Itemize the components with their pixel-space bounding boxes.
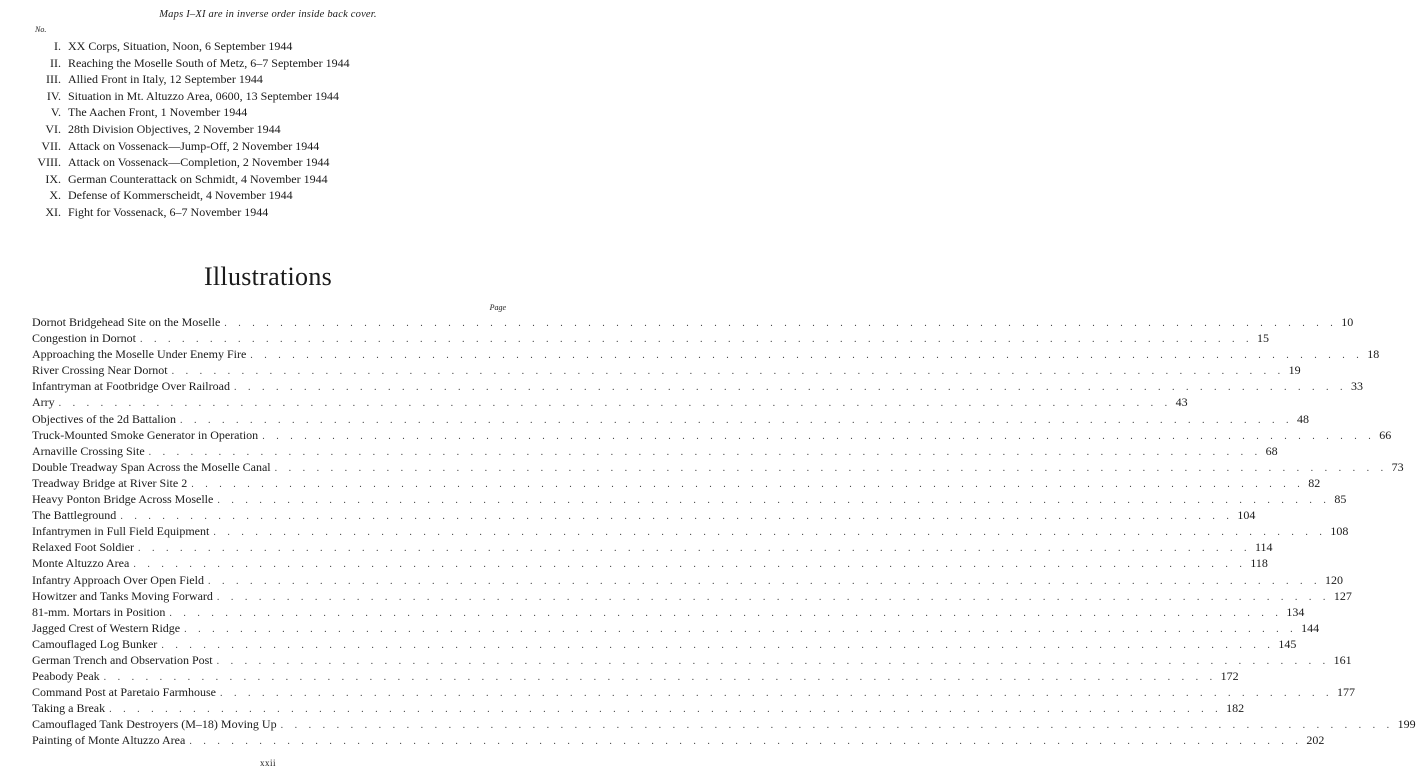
illustration-page-number: 48 — [1296, 411, 1309, 426]
illustration-list-item — [32, 636, 1297, 652]
illustration-title: Painting of Monte Altuzzo Area — [32, 733, 186, 748]
illustration-title: Approaching the Moselle Under Enemy Fire — [32, 347, 247, 362]
dot-leader: . . . . . . . . . . . . . . . . . . . . . . . . . . . . . . . . . . . . . . . . . . . . . . . . . . . . . . . . . . . . . . . . . . . . . . . . . . . . . . . . — [280, 720, 1394, 732]
illustration-title: Arry — [32, 395, 55, 410]
illustration-title: Jagged Crest of Western Ridge — [32, 620, 181, 635]
illustration-title: Peabody Peak — [32, 669, 100, 684]
illustration-list-item — [32, 394, 1188, 410]
dot-leader: . . . . . . . . . . . . . . . . . . . . . . . . . . . . . . . . . . . . . . . . . . . . . . . . . . . . . . . . . . . . . . . . . . . . . . . . . . . . . . . . — [161, 639, 1275, 651]
map-title: XX Corps, Situation, Noon, 6 September 1944 — [68, 39, 293, 53]
illustrations-heading: Illustrations — [203, 262, 333, 291]
map-list-item — [30, 121, 450, 138]
illustration-page-number: 127 — [1333, 588, 1352, 603]
dot-leader: . . . . . . . . . . . . . . . . . . . . . . . . . . . . . . . . . . . . . . . . . . . . . . . . . . . . . . . . . . . . . . . . . . . . . . . . . . . . . . . . — [191, 478, 1305, 490]
illustration-title: Double Treadway Span Across the Moselle Canal — [32, 459, 271, 474]
dot-leader: . . . . . . . . . . . . . . . . . . . . . . . . . . . . . . . . . . . . . . . . . . . . . . . . . . . . . . . . . . . . . . . . . . . . . . . . . . . . . . . . — [171, 366, 1285, 378]
illustration-list-item — [32, 620, 1320, 636]
map-list-item — [30, 138, 450, 155]
map-number: II. — [50, 55, 61, 70]
map-number: V. — [50, 105, 61, 120]
map-list-item — [30, 55, 450, 72]
illustration-list-item — [32, 330, 1269, 346]
illustration-title: Command Post at Paretaio Farmhouse — [32, 685, 216, 700]
map-number: VII. — [41, 138, 61, 153]
map-list-item — [30, 171, 450, 188]
illustration-list-item — [32, 475, 1321, 491]
map-list-item — [30, 71, 450, 88]
dot-leader: . . . . . . . . . . . . . . . . . . . . . . . . . . . . . . . . . . . . . . . . . . . . . . . . . . . . . . . . . . . . . . . . . . . . . . . . . . . . . . . . — [189, 736, 1303, 748]
illustration-title: Heavy Ponton Bridge Across Moselle — [32, 492, 214, 507]
illustration-page-number: 18 — [1367, 347, 1380, 362]
illustration-page-number: 108 — [1330, 524, 1349, 539]
maps-list — [30, 38, 450, 221]
dot-leader: . . . . . . . . . . . . . . . . . . . . . . . . . . . . . . . . . . . . . . . . . . . . . . . . . . . . . . . . . . . . . . . . . . . . . . . . . . . . . . . . — [109, 704, 1223, 716]
dot-leader: . . . . . . . . . . . . . . . . . . . . . . . . . . . . . . . . . . . . . . . . . . . . . . . . . . . . . . . . . . . . . . . . . . . . . . . . . . . . . . . . — [148, 446, 1262, 458]
maps-number-column-label: No. — [35, 25, 47, 34]
illustration-list-item — [32, 700, 1245, 716]
illustration-page-number: 144 — [1301, 620, 1320, 635]
illustration-list-item — [32, 572, 1343, 588]
map-list-item — [30, 154, 450, 171]
page-column-label: Page — [489, 303, 506, 312]
dot-leader: . . . . . . . . . . . . . . . . . . . . . . . . . . . . . . . . . . . . . . . . . . . . . . . . . . . . . . . . . . . . . . . . . . . . . . . . . . . . . . . . — [217, 495, 1331, 507]
illustration-list-item — [32, 459, 1404, 475]
illustration-title: Objectives of the 2d Battalion — [32, 411, 176, 426]
dot-leader: . . . . . . . . . . . . . . . . . . . . . . . . . . . . . . . . . . . . . . . . . . . . . . . . . . . . . . . . . . . . . . . . . . . . . . . . . . . . . . . . — [120, 511, 1234, 523]
illustration-list-item — [32, 652, 1352, 668]
illustration-page-number: 19 — [1288, 363, 1301, 378]
map-title: Attack on Vossenack—Jump-Off, 2 November 1944 — [68, 138, 320, 153]
dot-leader: . . . . . . . . . . . . . . . . . . . . . . . . . . . . . . . . . . . . . . . . . . . . . . . . . . . . . . . . . . . . . . . . . . . . . . . . . . . . . . . . — [216, 655, 1330, 667]
map-title: Allied Front in Italy, 12 September 1944 — [68, 72, 263, 87]
illustration-title: Howitzer and Tanks Moving Forward — [32, 588, 213, 603]
illustration-title: The Battleground — [32, 508, 117, 523]
illustration-page-number: 82 — [1308, 475, 1321, 490]
map-list-item — [30, 187, 450, 204]
dot-leader: . . . . . . . . . . . . . . . . . . . . . . . . . . . . . . . . . . . . . . . . . . . . . . . . . . . . . . . . . . . . . . . . . . . . . . . . . . . . . . . . — [274, 462, 1388, 474]
dot-leader: . . . . . . . . . . . . . . . . . . . . . . . . . . . . . . . . . . . . . . . . . . . . . . . . . . . . . . . . . . . . . . . . . . . . . . . . . . . . . . . . — [224, 318, 1338, 329]
illustration-title: Infantrymen in Full Field Equipment — [32, 524, 210, 539]
dot-leader: . . . . . . . . . . . . . . . . . . . . . . . . . . . . . . . . . . . . . . . . . . . . . . . . . . . . . . . . . . . . . . . . . . . . . . . . . . . . . . . . — [58, 398, 1172, 410]
illustrations-list — [32, 314, 1416, 749]
illustration-title: Camouflaged Log Bunker — [32, 636, 158, 651]
map-list-item — [30, 204, 450, 221]
illustration-title: River Crossing Near Dornot — [32, 363, 168, 378]
map-number: VIII. — [37, 155, 61, 170]
dot-leader: . . . . . . . . . . . . . . . . . . . . . . . . . . . . . . . . . . . . . . . . . . . . . . . . . . . . . . . . . . . . . . . . . . . . . . . . . . . . . . . . — [207, 575, 1321, 587]
illustration-list-item — [32, 668, 1239, 684]
illustration-list-item — [32, 523, 1349, 539]
illustration-title: German Trench and Observation Post — [32, 652, 213, 667]
illustration-list-item — [32, 716, 1416, 732]
dot-leader: . . . . . . . . . . . . . . . . . . . . . . . . . . . . . . . . . . . . . . . . . . . . . . . . . . . . . . . . . . . . . . . . . . . . . . . . . . . . . . . . — [169, 607, 1283, 619]
map-title: The Aachen Front, 1 November 1944 — [68, 105, 248, 120]
illustration-title: Infantryman at Footbridge Over Railroad — [32, 379, 230, 394]
illustration-page-number: 199 — [1397, 717, 1416, 732]
illustration-title: 81-mm. Mortars in Position — [32, 604, 166, 619]
illustration-list-item — [32, 604, 1305, 620]
map-number: VI. — [45, 121, 61, 136]
illustration-list-item — [32, 346, 1380, 362]
illustration-page-number: 177 — [1336, 685, 1355, 700]
illustration-page-number: 104 — [1237, 508, 1256, 523]
illustration-page-number: 134 — [1286, 604, 1305, 619]
dot-leader: . . . . . . . . . . . . . . . . . . . . . . . . . . . . . . . . . . . . . . . . . . . . . . . . . . . . . . . . . . . . . . . . . . . . . . . . . . . . . . . . — [216, 591, 1330, 603]
illustration-list-item — [32, 491, 1347, 507]
dot-leader: . . . . . . . . . . . . . . . . . . . . . . . . . . . . . . . . . . . . . . . . . . . . . . . . . . . . . . . . . . . . . . . . . . . . . . . . . . . . . . . . — [213, 527, 1327, 539]
maps-note: Maps I–XI are in inverse order inside back cover. — [159, 9, 377, 20]
illustration-page-number: 145 — [1278, 636, 1297, 651]
map-number: IX. — [45, 171, 61, 186]
illustration-title: Truck-Mounted Smoke Generator in Operation — [32, 427, 259, 442]
dot-leader: . . . . . . . . . . . . . . . . . . . . . . . . . . . . . . . . . . . . . . . . . . . . . . . . . . . . . . . . . . . . . . . . . . . . . . . . . . . . . . . . — [233, 382, 1347, 394]
map-title: 28th Division Objectives, 2 November 1944 — [68, 121, 281, 136]
dot-leader: . . . . . . . . . . . . . . . . . . . . . . . . . . . . . . . . . . . . . . . . . . . . . . . . . . . . . . . . . . . . . . . . . . . . . . . . . . . . . . . . — [179, 414, 1293, 426]
map-title: Reaching the Moselle South of Metz, 6–7 September 1944 — [68, 55, 350, 70]
illustration-page-number: 73 — [1391, 459, 1404, 474]
map-title: Situation in Mt. Altuzzo Area, 0600, 13 September 1944 — [68, 88, 339, 103]
illustration-page-number: 33 — [1350, 379, 1363, 394]
map-list-item — [30, 38, 450, 55]
dot-leader: . . . . . . . . . . . . . . . . . . . . . . . . . . . . . . . . . . . . . . . . . . . . . . . . . . . . . . . . . . . . . . . . . . . . . . . . . . . . . . . . — [219, 688, 1333, 700]
illustration-page-number: 120 — [1324, 572, 1343, 587]
dot-leader: . . . . . . . . . . . . . . . . . . . . . . . . . . . . . . . . . . . . . . . . . . . . . . . . . . . . . . . . . . . . . . . . . . . . . . . . . . . . . . . . — [250, 350, 1364, 362]
illustration-page-number: 10 — [1341, 315, 1354, 329]
illustration-page-number: 114 — [1255, 540, 1273, 555]
illustration-page-number: 43 — [1175, 395, 1188, 410]
map-number: III. — [46, 72, 61, 87]
illustration-page-number: 15 — [1257, 331, 1269, 346]
map-list-item — [30, 88, 450, 105]
illustration-list-item — [32, 411, 1309, 427]
illustration-page-number: 172 — [1220, 669, 1239, 684]
map-title: Fight for Vossenack, 6–7 November 1944 — [68, 204, 269, 219]
illustration-title: Arnaville Crossing Site — [32, 443, 145, 458]
illustration-title: Monte Altuzzo Area — [32, 556, 130, 571]
illustration-title: Relaxed Foot Soldier — [32, 540, 134, 555]
illustration-page-number: 66 — [1379, 427, 1392, 442]
dot-leader: . . . . . . . . . . . . . . . . . . . . . . . . . . . . . . . . . . . . . . . . . . . . . . . . . . . . . . . . . . . . . . . . . . . . . . . . . . . . . . . . — [103, 672, 1217, 684]
illustration-title: Treadway Bridge at River Site 2 — [32, 475, 188, 490]
dot-leader: . . . . . . . . . . . . . . . . . . . . . . . . . . . . . . . . . . . . . . . . . . . . . . . . . . . . . . . . . . . . . . . . . . . . . . . . . . . . . . . . — [184, 623, 1298, 635]
illustration-page-number: 202 — [1306, 733, 1325, 748]
illustration-list-item — [32, 588, 1352, 604]
illustration-list-item — [32, 443, 1278, 459]
dot-leader: . . . . . . . . . . . . . . . . . . . . . . . . . . . . . . . . . . . . . . . . . . . . . . . . . . . . . . . . . . . . . . . . . . . . . . . . . . . . . . . . — [140, 334, 1253, 346]
page-number: xxii — [259, 758, 276, 768]
dot-leader: . . . . . . . . . . . . . . . . . . . . . . . . . . . . . . . . . . . . . . . . . . . . . . . . . . . . . . . . . . . . . . . . . . . . . . . . . . . . . . . . — [138, 543, 1251, 555]
illustration-title: Infantry Approach Over Open Field — [32, 572, 204, 587]
illustration-list-item — [32, 362, 1301, 378]
map-title: German Counterattack on Schmidt, 4 November 1944 — [68, 171, 328, 186]
illustration-list-item — [32, 684, 1355, 700]
illustration-list-item — [32, 555, 1268, 571]
dot-leader: . . . . . . . . . . . . . . . . . . . . . . . . . . . . . . . . . . . . . . . . . . . . . . . . . . . . . . . . . . . . . . . . . . . . . . . . . . . . . . . . — [133, 559, 1247, 571]
map-number: X. — [49, 188, 61, 203]
illustration-list-item — [32, 539, 1273, 555]
illustration-page-number: 161 — [1333, 652, 1352, 667]
illustration-title: Congestion in Dornot — [32, 331, 136, 346]
map-number: XI. — [45, 204, 61, 219]
illustration-list-item — [32, 732, 1325, 748]
illustration-page-number: 68 — [1265, 443, 1278, 458]
illustration-title: Camouflaged Tank Destroyers (M–18) Moving Up — [32, 717, 277, 732]
illustration-list-item — [32, 378, 1363, 394]
map-title: Attack on Vossenack—Completion, 2 November 1944 — [68, 155, 330, 170]
illustration-title: Dornot Bridgehead Site on the Moselle — [32, 315, 221, 329]
illustration-page-number: 85 — [1334, 492, 1347, 507]
map-number: IV. — [46, 88, 61, 103]
illustration-list-item — [32, 314, 1354, 330]
illustration-list-item — [32, 507, 1256, 523]
dot-leader: . . . . . . . . . . . . . . . . . . . . . . . . . . . . . . . . . . . . . . . . . . . . . . . . . . . . . . . . . . . . . . . . . . . . . . . . . . . . . . . . — [262, 430, 1376, 442]
illustration-page-number: 118 — [1250, 556, 1268, 571]
map-list-item — [30, 104, 450, 121]
map-number: I. — [54, 39, 61, 53]
illustration-page-number: 182 — [1226, 701, 1245, 716]
illustration-title: Taking a Break — [32, 701, 106, 716]
illustration-list-item — [32, 427, 1392, 443]
map-title: Defense of Kommerscheidt, 4 November 1944 — [68, 188, 293, 203]
